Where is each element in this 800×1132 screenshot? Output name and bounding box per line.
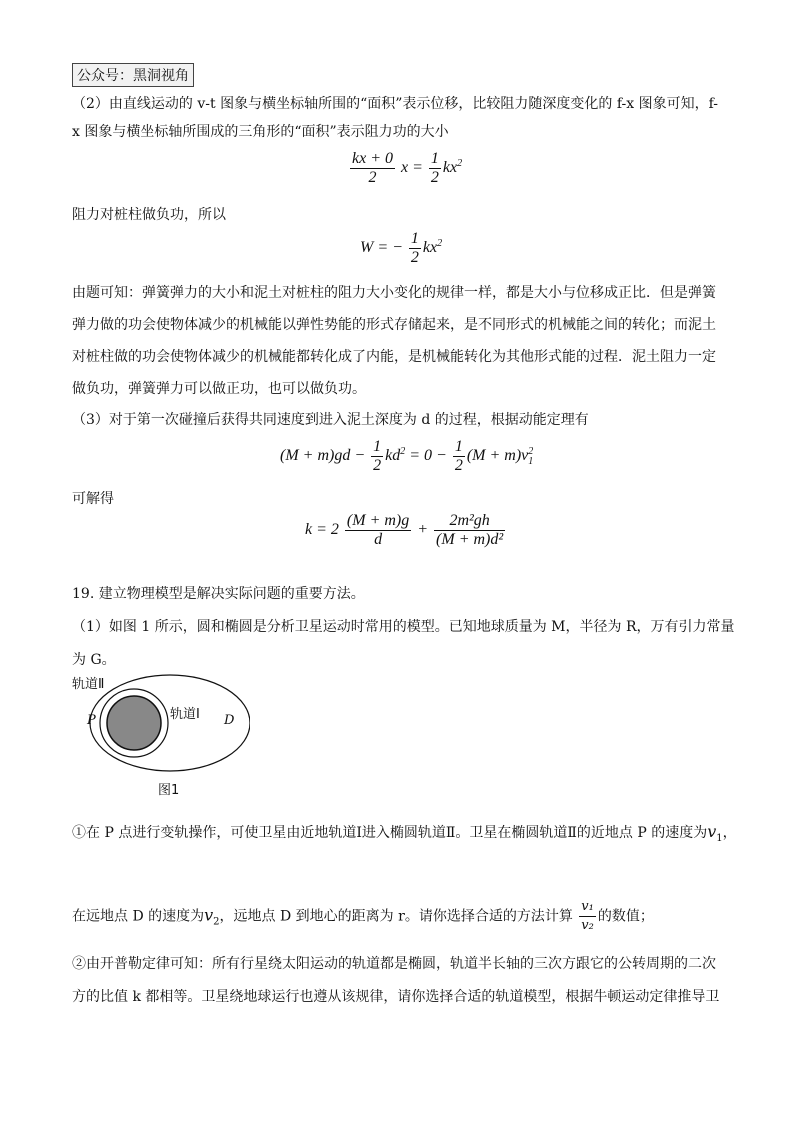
- explanation-line-3: 对桩柱做的功会使物体减少的机械能都转化成了内能，是机械能转化为其他形式能的过程．泥土阻力一定: [72, 349, 716, 365]
- fraction: $\frac{kx + 0}{2}$: [352, 150, 393, 186]
- paragraph-3-line-2: 可解得: [72, 491, 114, 507]
- subquestion-1-line-2: 在远地点 D 的速度为$v_2$，远地点 D 到地心的距离为 r。请你选择合适的方法计算 $\frac{\text{v₁}}{\text{v₂}}$ 的数值；: [72, 899, 654, 933]
- explanation-line-4: 做负功，弹簧弹力可以做正功，也可以做负功。: [72, 381, 366, 397]
- paragraph-2-line-2: x 图象与横坐标轴所围成的三角形的“面积”表示阻力功的大小: [72, 124, 449, 140]
- figure-caption: 图1: [158, 783, 180, 798]
- paragraph-2-line-3: 阻力对桩柱做负功，所以: [72, 207, 226, 223]
- question-19-title: 19. 建立物理模型是解决实际问题的重要方法。: [72, 586, 365, 602]
- explanation-line-1: 由题可知：弹簧弹力的大小和泥土对桩柱的阻力大小变化的规律一样，都是大小与位移成正比．但是弹簧: [72, 285, 716, 301]
- subquestion-1-line-1: ①在 P 点进行变轨操作，可使卫星由近地轨道Ⅰ进入椭圆轨道Ⅱ。卫星在椭圆轨道Ⅱ的近地点 P 的速度为$v_1$，: [72, 822, 737, 844]
- fraction: $\frac{1}{2}$: [410, 230, 419, 266]
- fraction: $\frac{1}{2}$: [454, 438, 463, 474]
- velocity-ratio-fraction: $\frac{\text{v₁}}{\text{v₂}}$: [581, 899, 594, 933]
- subquestion-2-line-1: ②由开普勒定律可知：所有行星绕太阳运动的轨道都是椭圆，轨道半长轴的三次方跟它的公转周期的二次: [72, 956, 716, 972]
- question-19-line-1: （1）如图 1 所示，圆和椭圆是分析卫星运动时常用的模型。已知地球质量为 M，半径为 R，万有引力常量: [72, 619, 735, 635]
- subquestion-2-line-2: 方的比值 k 都相等。卫星绕地球运行也遵从该规律，请你选择合适的轨道模型，根据牛顿运动定律推导卫: [72, 989, 720, 1005]
- watermark-label: 公众号：黑洞视角: [72, 63, 194, 87]
- equation-work: W = − $\frac{1}{2}$ $kx^2$: [360, 230, 443, 266]
- point-d-label: D: [224, 713, 235, 728]
- fraction: $\frac{(M + m)g}{d}$: [346, 512, 410, 548]
- orbit-2-label: 轨道Ⅱ: [72, 677, 105, 692]
- paragraph-3-line-1: （3）对于第一次碰撞后获得共同速度到进入泥土深度为 d 的过程，根据动能定理有: [72, 412, 589, 428]
- question-19-line-2: 为 G。: [72, 652, 116, 668]
- fraction: $\frac{\text{2m²gh}}{\text{(M + m)d²}}$: [436, 512, 504, 548]
- orbit-1-label: 轨道Ⅰ: [170, 707, 200, 722]
- fraction: $\frac{1}{2}$: [430, 150, 439, 186]
- fraction: $\frac{1}{2}$: [373, 438, 382, 474]
- point-p-label: P: [87, 713, 96, 728]
- earth-disk: [107, 696, 161, 750]
- paragraph-2-line-1: （2）由直线运动的 v-t 图象与横坐标轴所围的“面积”表示位移，比较阻力随深度变化的 f-x 图象可知，f-: [72, 96, 719, 112]
- equation-triangle-area: $\frac{kx + 0}{2}$ x = $\frac{1}{2}$ $kx^2$: [352, 150, 463, 186]
- explanation-line-2: 弹力做的功会使物体减少的机械能以弹性势能的形式存储起来，是不同形式的机械能之间的转化；而泥土: [72, 317, 716, 333]
- orbit-figure: [70, 673, 250, 798]
- equation-energy-theorem: (M + m)gd − $\frac{1}{2}$ $kd^2 = 0$ − $\frac{1}{2}$ (M + m)v 2 1: [280, 438, 534, 474]
- equation-k-result: k = 2 $\frac{(M + m)g}{d}$ + $\frac{\text{2m²gh}}{\text{(M + m)d²}}$: [305, 512, 504, 548]
